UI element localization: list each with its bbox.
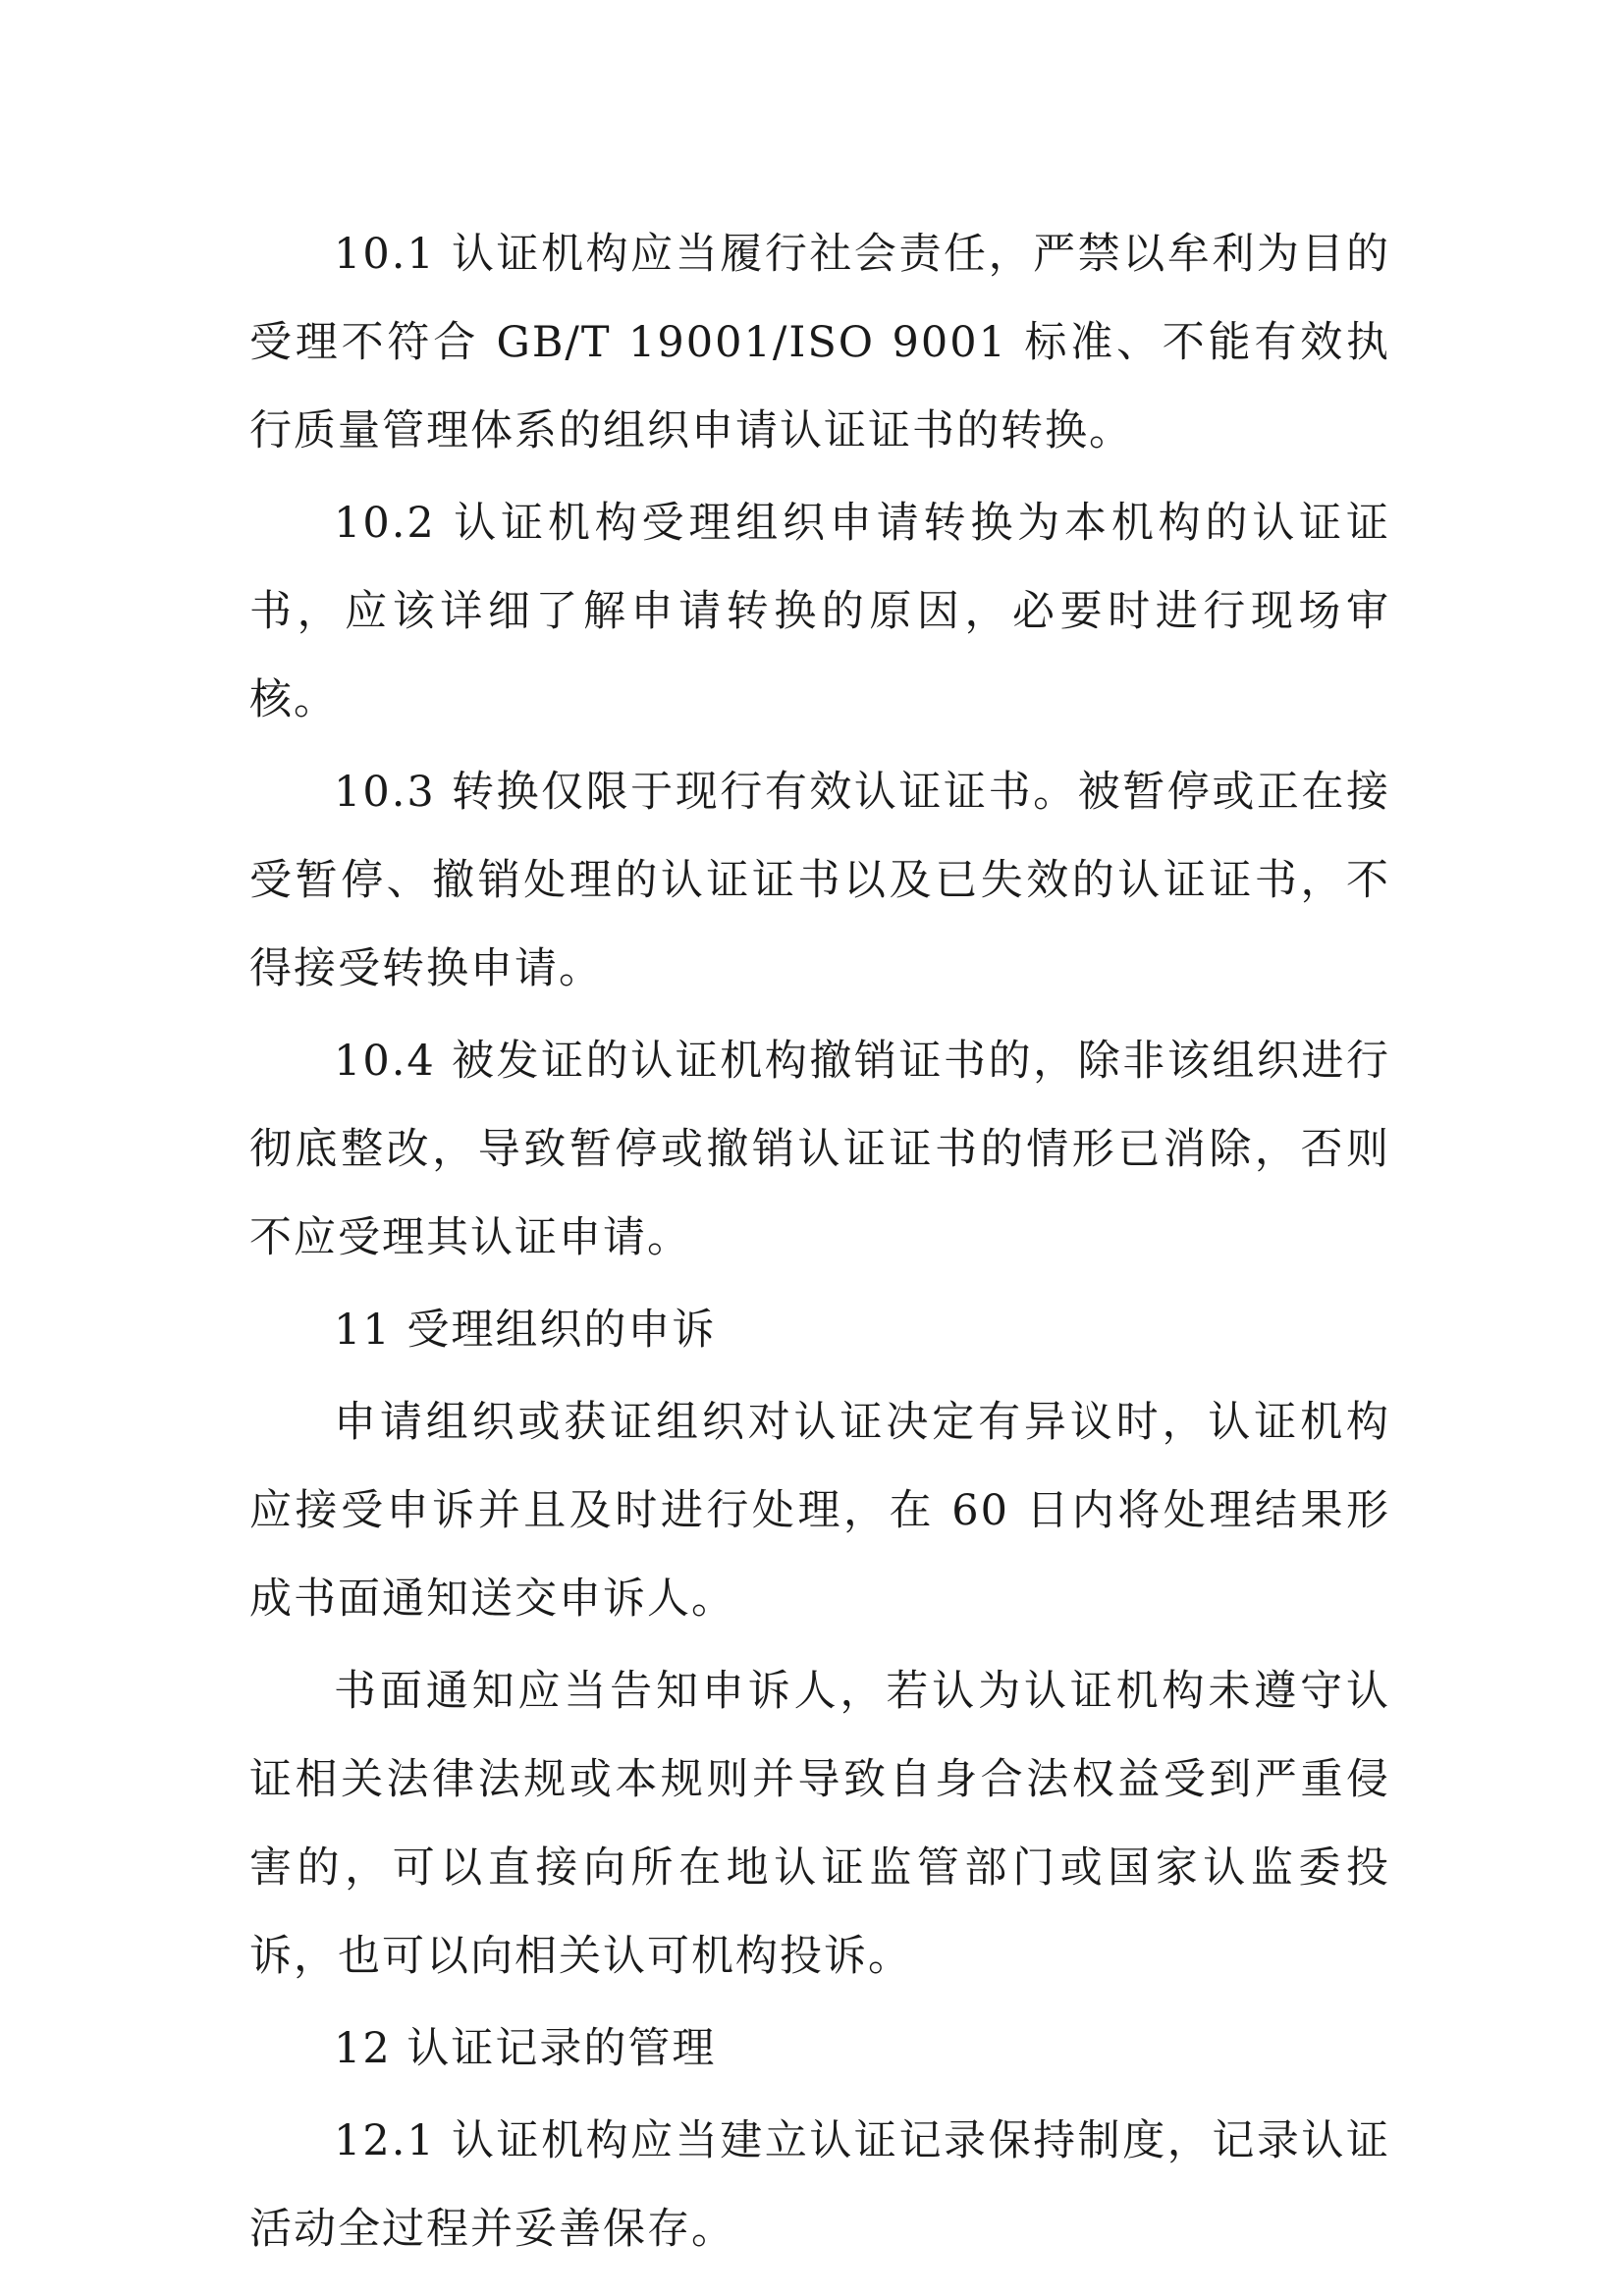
paragraph-10-4: 10.4 被发证的认证机构撤销证书的，除非该组织进行彻底整改，导致暂停或撤销认证证书的情形已消除，否则不应受理其认证申请。 [249,1037,1390,1262]
paragraph-10-3: 10.3 转换仅限于现行有效认证证书。被暂停或正在接受暂停、撤销处理的认证证书以及已失效的认证证书，不得接受转换申请。 [249,768,1390,993]
paragraph-10-1: 10.1 认证机构应当履行社会责任，严禁以牟利为目的受理不符合 GB/T 19001/ISO 9001 标准、不能有效执行质量管理体系的组织申请认证证书的转换。 [249,230,1390,455]
section-heading-12: 12 认证记录的管理 [334,2024,717,2073]
paragraph-10-2: 10.2 认证机构受理组织申请转换为本机构的认证证书，应该详细了解申请转换的原因，必要时进行现场审核。 [249,499,1390,724]
paragraph-11-appeal: 申请组织或获证组织对认证决定有异议时，认证机构应接受申诉并且及时进行处理，在 60 日内将处理结果形成书面通知送交申诉人。 [249,1398,1390,1624]
paragraph-11-notice: 书面通知应当告知申诉人，若认为认证机构未遵守认证相关法律法规或本规则并导致自身合法权益受到严重侵害的，可以直接向所在地认证监管部门或国家认监委投诉，也可以向相关认可机构投诉。 [249,1667,1390,1981]
paragraph-12-1: 12.1 认证机构应当建立认证记录保持制度，记录认证活动全过程并妥善保存。 [249,2116,1390,2254]
document-body [249,210,1390,2273]
section-heading-11: 11 受理组织的申诉 [334,1306,717,1355]
